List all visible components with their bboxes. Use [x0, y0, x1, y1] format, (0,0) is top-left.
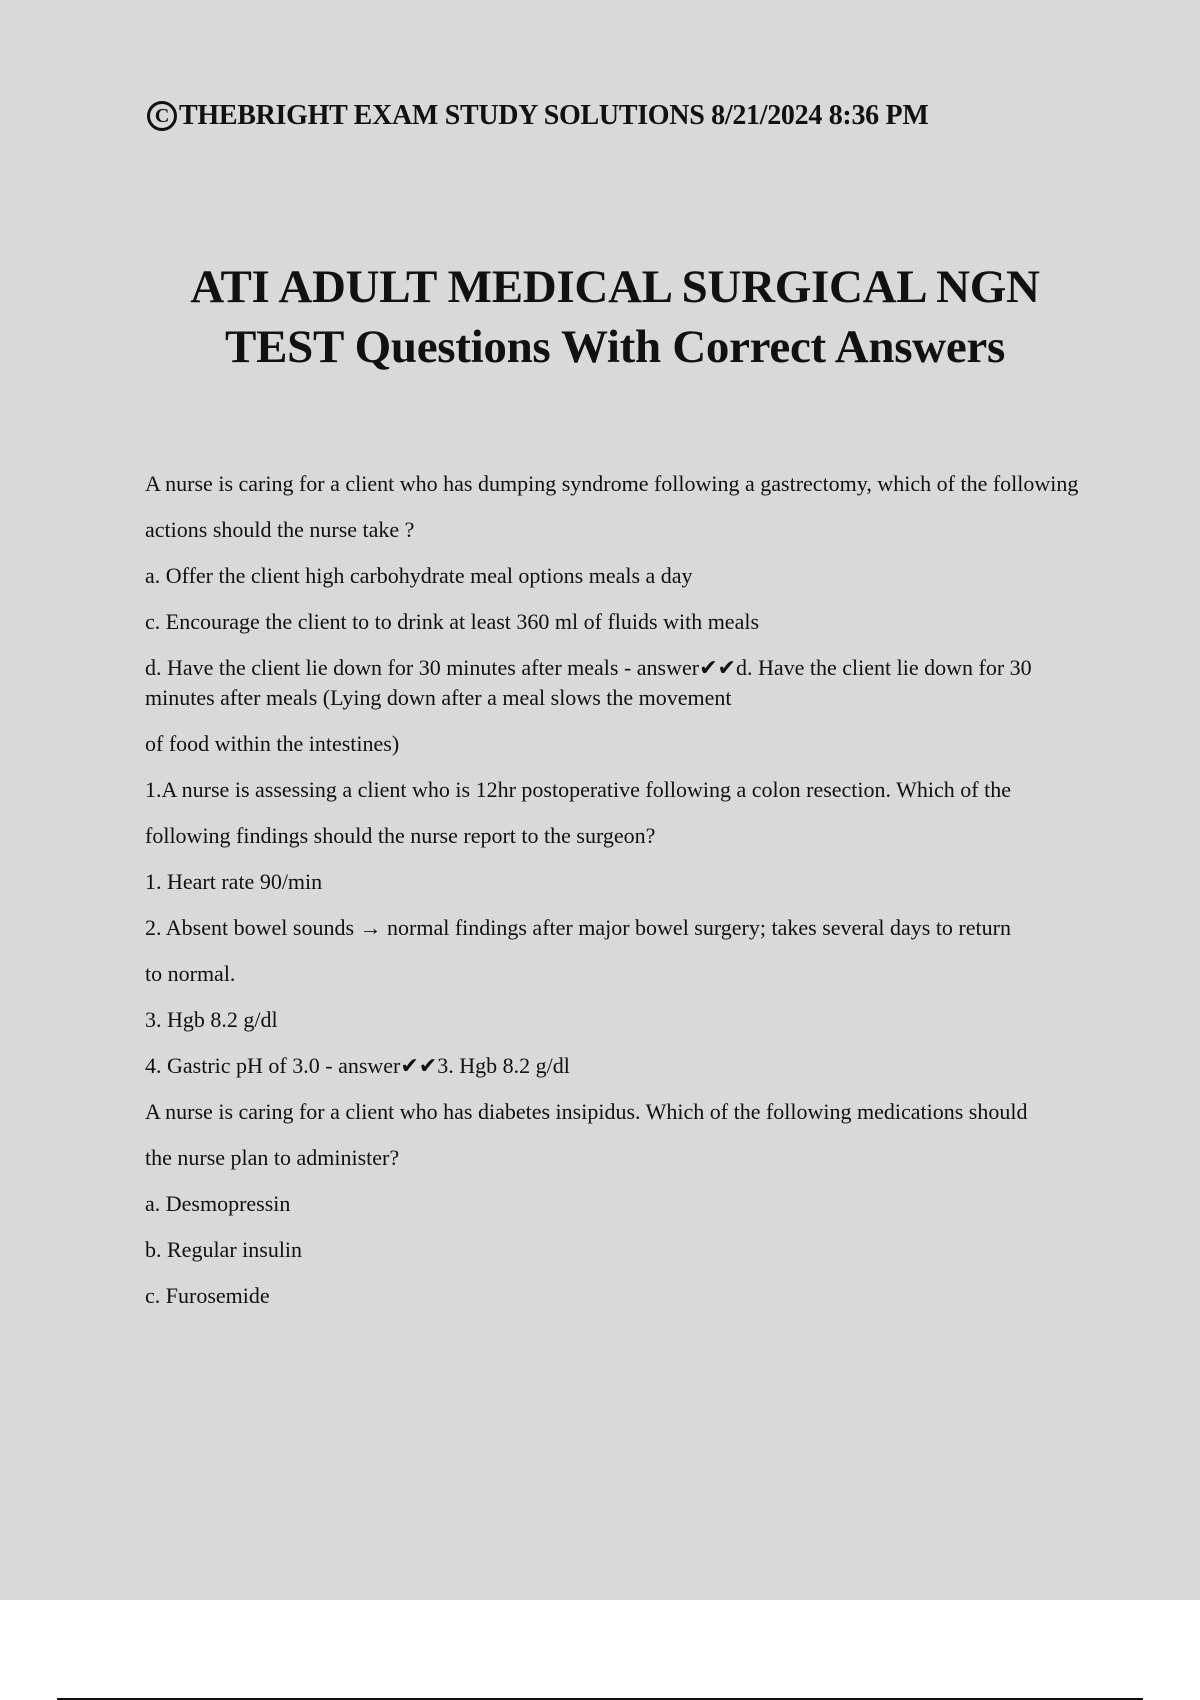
- paragraph: c. Encourage the client to to drink at least 360 ml of fluids with meals: [145, 609, 760, 634]
- title-line-2: TEST Questions With Correct Answers: [225, 321, 1005, 373]
- paragraph: 4. Gastric pH of 3.0 - answer✔✔3. Hgb 8.2 g/dl: [145, 1053, 570, 1078]
- paragraph: d. Have the client lie down for 30 minutes after meals - answer✔✔d. Have the client lie down for 30 minutes after meals (Lying down after a meal slows the movement: [145, 655, 1032, 710]
- paragraph: actions should the nurse take ?: [145, 517, 415, 542]
- copyright-icon: C: [147, 101, 177, 131]
- paragraph: A nurse is caring for a client who has diabetes insipidus. Which of the following medications should: [145, 1099, 1028, 1124]
- paragraph: b. Regular insulin: [145, 1237, 303, 1262]
- paragraph: 3. Hgb 8.2 g/dl: [145, 1007, 278, 1032]
- paragraph: a. Desmopressin: [145, 1191, 291, 1216]
- header-text: THEBRIGHT EXAM STUDY SOLUTIONS 8/21/2024 8:36 PM: [179, 100, 929, 131]
- paragraph: 1.A nurse is assessing a client who is 12hr postoperative following a colon resection. Which of the: [145, 777, 1011, 802]
- paragraph: c. Furosemide: [145, 1283, 270, 1308]
- document-title: [120, 257, 1110, 377]
- paragraph: a. Offer the client high carbohydrate meal options meals a day: [145, 563, 693, 588]
- title-line-1: ATI ADULT MEDICAL SURGICAL NGN: [190, 261, 1040, 313]
- paragraph: following findings should the nurse report to the surgeon?: [145, 823, 656, 848]
- paragraph: to normal.: [145, 961, 236, 986]
- paragraph: of food within the intestines): [145, 731, 400, 756]
- paragraph: 2. Absent bowel sounds → normal findings after major bowel surgery; takes several days to return: [145, 915, 1011, 940]
- document-body: [145, 469, 1095, 1327]
- paragraph: the nurse plan to administer?: [145, 1145, 400, 1170]
- paragraph: 1. Heart rate 90/min: [145, 869, 323, 894]
- document-header: [147, 100, 928, 132]
- paragraph: A nurse is caring for a client who has dumping syndrome following a gastrectomy, which of the following: [145, 471, 1079, 496]
